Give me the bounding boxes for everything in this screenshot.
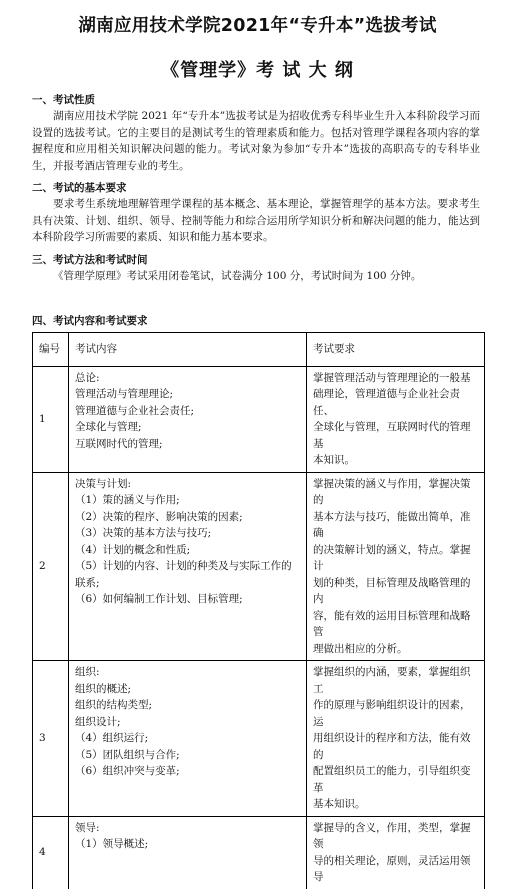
table-row	[33, 661, 485, 817]
table-row	[33, 472, 485, 661]
row-requirement: 掌握决策的涵义与作用，掌握决策的 基本方法与技巧，能做出简单，准确 的决策解计划的涵义，特点。掌握计 划的种类，目标管理及战略管理的内 容，能有效的运用目标管理和战略管 理做出相应的分析。	[307, 472, 485, 661]
section-body-2: 要求考生系统地理解管理学课程的基本概念、基本理论，掌握管理学的基本方法。要求考生具有决策、计划、组织、领导、控制等能力和综合运用所学知识分析和解决问题的能力，能达到本科阶段学习所需要的素质、知识和能力基本要求。	[32, 198, 480, 243]
table-row	[33, 816, 485, 889]
exam-content-table	[32, 332, 485, 889]
section-heading-1: 一、考试性质	[32, 94, 95, 106]
header-number: 编号	[33, 333, 69, 367]
row-content: 组织: 组织的概述; 组织的结构类型; 组织设计; （4）组织运行; （5）团队组织与合作; （6）组织冲突与变革;	[69, 661, 307, 817]
row-content: 领导: （1）领导概述;	[69, 816, 307, 889]
table-row	[33, 366, 485, 472]
row-number: 3	[33, 661, 69, 817]
row-content: 决策与计划: （1）策的涵义与作用; （2）决策的程序、影响决策的因素; （3）决策的基本方法与技巧; （4）计划的概念和性质; （5）计划的内容、计划的种类及与实际工作的 联系; （6）如何编制工作计划、目标管理;	[69, 472, 307, 661]
section-body-3: 《管理学原理》考试采用闭卷笔试，试卷满分 100 分，考试时间为 100 分钟。	[53, 270, 422, 282]
row-number: 2	[33, 472, 69, 661]
row-requirement: 掌握导的含义，作用，类型，掌握领 导的相关理论，原则，灵活运用领导	[307, 816, 485, 889]
table-header-row	[33, 333, 485, 367]
row-requirement: 掌握管理活动与管理理论的一般基 础理论，管理道德与企业社会责任、 全球化与管理，互联网时代的管理基 本知识。	[307, 366, 485, 472]
doc-subtitle: 《管理学》考 试 大 纲	[161, 60, 354, 81]
doc-title: 湖南应用技术学院2021年“专升本”选拔考试	[78, 16, 437, 36]
header-content: 考试内容	[69, 333, 307, 367]
row-requirement: 掌握组织的内涵，要素，掌握组织工 作的原理与影响组织设计的因素，运 用组织设计的程序和方法，能有效的 配置组织员工的能力，引导组织变革 基本知识。	[307, 661, 485, 817]
header-requirement: 考试要求	[307, 333, 485, 367]
section-heading-4: 四、考试内容和考试要求	[32, 315, 148, 327]
row-number: 4	[33, 816, 69, 889]
row-number: 1	[33, 366, 69, 472]
section-heading-3: 三、考试方法和考试时间	[32, 254, 148, 266]
section-heading-2: 二、考试的基本要求	[32, 182, 127, 194]
row-content: 总论: 管理活动与管理理论; 管理道德与企业社会责任; 全球化与管理; 互联网时代的管理;	[69, 366, 307, 472]
section-body-1: 湖南应用技术学院 2021 年“专升本”选拔考试是为招收优秀专科毕业生升入本科阶段学习而设置的选拔考试。它的主要目的是测试考生的管理素质和能力。包括对管理学课程各项内容的掌握程度和应用相关知识解决问题的能力。考试对象为参加“专升本”选拔的高职高专的专科毕业生，并报考酒店管理专业的考生。	[32, 110, 480, 172]
